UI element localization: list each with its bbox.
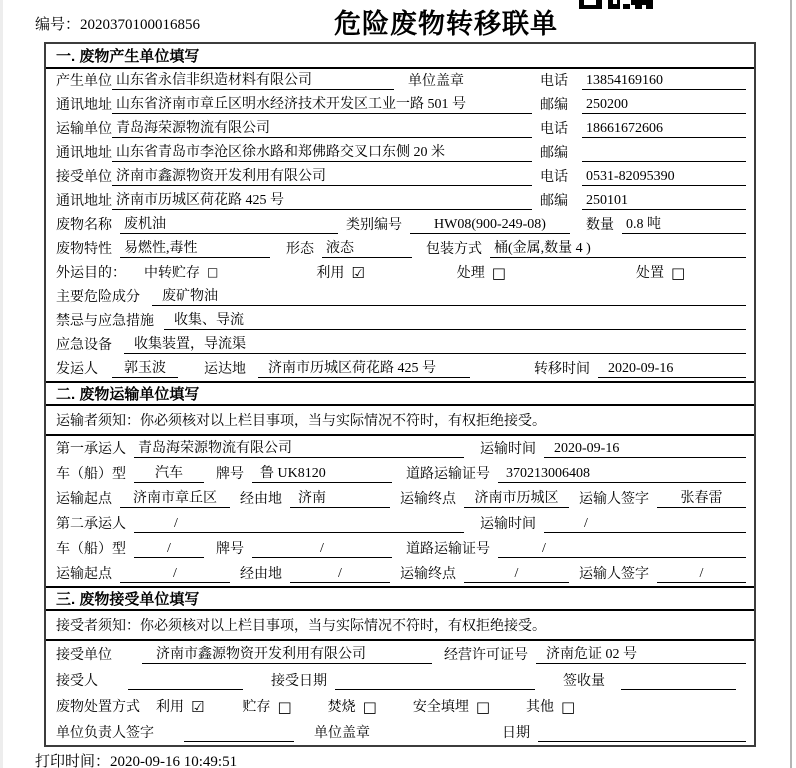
received-quantity-value xyxy=(621,673,736,690)
accepting-person-label: 接受人 xyxy=(56,674,98,689)
disposal-method-label: 废物处置方式 xyxy=(56,700,140,715)
row-emergency-measures xyxy=(46,309,754,333)
receiver-zip-field xyxy=(540,190,746,210)
waste-name-value: 废机油 xyxy=(120,213,338,234)
route-via-label: 经由地 xyxy=(240,492,282,507)
accepting-unit-value: 济南市鑫源物资开发利用有限公司 xyxy=(142,643,432,664)
zip-label: 邮编 xyxy=(540,146,568,161)
row-vehicle2 xyxy=(46,536,754,561)
producer-address-value: 山东省济南市章丘区明水经济技术开发区工业一路 501 号 xyxy=(112,93,532,114)
row-responsible-signature xyxy=(46,719,754,745)
route-end-label: 运输终点 xyxy=(400,492,456,507)
option-label: 贮存 xyxy=(242,700,271,715)
disposal-option-landfill xyxy=(413,696,490,716)
packaging-label: 包装方式 xyxy=(426,242,482,257)
waste-name-label: 废物名称 xyxy=(56,218,112,233)
transporter-notice: 运输者须知：你必须核对以上栏目事项，当与实际情况不符时，有权拒绝接受。 xyxy=(46,406,754,436)
emergency-equipment-value: 收集装置，导流渠 xyxy=(124,333,746,354)
responsible-signature-value xyxy=(184,725,294,742)
route-via2-value: / xyxy=(290,566,390,583)
transport-time-label: 运输时间 xyxy=(480,442,536,457)
row-receiver-unit xyxy=(46,165,754,189)
row-route2 xyxy=(46,561,754,586)
transporter-phone-value: 18661672606 xyxy=(582,121,746,138)
phone-label: 电话 xyxy=(540,122,568,137)
section3-header: 三. 废物接受单位填写 xyxy=(46,586,754,611)
row-accepting-person xyxy=(46,667,754,693)
route-via-label: 经由地 xyxy=(240,567,282,582)
receiver-address-value: 济南市历城区荷花路 425 号 xyxy=(112,189,532,210)
phone-label: 电话 xyxy=(540,74,568,89)
transport-time-label: 运输时间 xyxy=(480,517,536,532)
transporter-phone-field xyxy=(540,118,746,138)
option-label: 处置 xyxy=(635,266,664,281)
accept-date-value xyxy=(335,673,535,690)
checkbox-storage: □ xyxy=(207,265,219,279)
disposal-option-other xyxy=(526,696,575,716)
purpose-option-treat xyxy=(457,262,506,282)
operating-license-label: 经营许可证号 xyxy=(444,648,528,663)
row-transfer-purpose xyxy=(46,261,754,285)
option-label: 中转贮存 xyxy=(144,266,200,281)
road-permit-label: 道路运输证号 xyxy=(406,542,490,557)
row-shipper xyxy=(46,357,754,381)
receiver-unit-label: 接受单位 xyxy=(56,170,112,185)
receiver-phone-field xyxy=(540,166,746,186)
date-label: 日期 xyxy=(502,726,530,741)
category-code-value: HW08(900-249-08) xyxy=(410,217,570,234)
main-hazard-label: 主要危险成分 xyxy=(56,290,140,305)
receiver-notice: 接受者须知：你必须核对以上栏目事项，当与实际情况不符时，有权拒绝接受。 xyxy=(46,611,754,641)
print-time-line xyxy=(35,750,237,768)
main-hazard-value: 废矿物油 xyxy=(152,285,746,306)
option-label: 安全填埋 xyxy=(412,700,469,715)
row-transport-unit xyxy=(46,117,754,141)
option-label: 处理 xyxy=(456,266,485,281)
section1-header: 一. 废物产生单位填写 xyxy=(46,44,754,69)
quantity-value: 0.8 吨 xyxy=(622,213,746,234)
receiver-zip-value: 250101 xyxy=(582,193,746,210)
option-label: 利用 xyxy=(156,700,184,715)
transport-unit-label: 运输单位 xyxy=(56,122,112,137)
route-via-value: 济南 xyxy=(290,487,390,508)
transporter-address-value: 山东省青岛市李沧区徐水路和郑佛路交叉口东侧 20 米 xyxy=(112,141,532,162)
destination-value: 济南市历城区荷花路 425 号 xyxy=(258,357,470,378)
checkbox-treat: □ xyxy=(491,263,506,282)
page-left-edge xyxy=(0,0,3,768)
accept-date-label: 接受日期 xyxy=(271,674,327,689)
page-title: 危险废物转移联单 xyxy=(334,9,558,39)
receiver-unit-value: 济南市鑫源物资开发利用有限公司 xyxy=(112,165,532,186)
carrier-signature-value: 张春雷 xyxy=(657,487,746,508)
transfer-purpose-label: 外运目的： xyxy=(56,266,126,281)
disposal-option-utilize xyxy=(156,696,204,716)
route-start-label: 运输起点 xyxy=(56,567,112,582)
producer-phone-value: 13854169160 xyxy=(582,73,746,90)
accepting-unit-label: 接受单位 xyxy=(56,648,112,663)
qr-code-fragment-icon xyxy=(579,0,653,10)
checkbox-other: □ xyxy=(561,697,576,716)
shipper-label: 发运人 xyxy=(56,362,98,377)
producer-unit-value: 山东省永信非织造材料有限公司 xyxy=(112,69,394,90)
quantity-label: 数量 xyxy=(586,218,614,233)
date-value xyxy=(538,725,746,742)
physical-form-value: 液态 xyxy=(322,237,412,258)
physical-form-label: 形态 xyxy=(286,242,314,257)
transport-time-value: 2020-09-16 xyxy=(544,441,746,458)
page-right-edge xyxy=(790,0,792,768)
receiver-phone-value: 0531-82095390 xyxy=(582,169,746,186)
plate-number-label: 牌号 xyxy=(216,542,244,557)
row-transporter-address xyxy=(46,141,754,165)
checkbox-landfill: □ xyxy=(475,697,491,716)
row-waste-name xyxy=(46,213,754,237)
accepting-person-value xyxy=(128,673,243,690)
plate-number2-value: / xyxy=(252,541,392,558)
manifest-table xyxy=(44,42,756,747)
transport-time2-value: / xyxy=(544,516,746,533)
received-quantity-label: 签收量 xyxy=(563,674,605,689)
emergency-equipment-label: 应急设备 xyxy=(56,338,112,353)
unit-seal-label: 单位盖章 xyxy=(408,74,464,89)
first-carrier-label: 第一承运人 xyxy=(56,442,126,457)
row-accepting-unit xyxy=(46,641,754,667)
checkbox-dispose: □ xyxy=(670,263,686,282)
checkbox-utilize: ☑ xyxy=(351,263,365,282)
road-permit-value: 370213006408 xyxy=(498,466,746,483)
row-disposal-method xyxy=(46,693,754,719)
vehicle-type-label: 车（船）型 xyxy=(56,542,126,557)
road-permit2-value: / xyxy=(498,541,746,558)
producer-zip-field xyxy=(540,94,746,114)
option-label: 利用 xyxy=(316,266,345,281)
disposal-option-incinerate xyxy=(328,696,377,716)
option-label: 其他 xyxy=(526,700,555,715)
carrier-signature-label: 运输人签字 xyxy=(579,567,649,582)
route-start2-value: / xyxy=(120,566,230,583)
phone-label: 电话 xyxy=(540,170,568,185)
transporter-zip-field xyxy=(540,142,746,162)
transfer-time-label: 转移时间 xyxy=(534,362,590,377)
purpose-option-utilize xyxy=(316,262,364,282)
unit-seal-label: 单位盖章 xyxy=(314,726,370,741)
producer-phone-field xyxy=(540,70,746,90)
first-carrier-value: 青岛海荣源物流有限公司 xyxy=(134,437,464,458)
purpose-option-storage xyxy=(144,262,218,282)
producer-address-label: 通讯地址 xyxy=(56,98,112,113)
row-receiver-address xyxy=(46,189,754,213)
responsible-signature-label: 单位负责人签字 xyxy=(56,726,154,741)
waste-characteristics-label: 废物特性 xyxy=(56,242,112,257)
road-permit-label: 道路运输证号 xyxy=(406,467,490,482)
carrier-signature-label: 运输人签字 xyxy=(579,492,649,507)
emergency-measures-value: 收集、导流 xyxy=(164,309,746,330)
row-second-carrier xyxy=(46,511,754,536)
second-carrier-label: 第二承运人 xyxy=(56,517,126,532)
route-start-label: 运输起点 xyxy=(56,492,112,507)
row-first-carrier xyxy=(46,436,754,461)
zip-label: 邮编 xyxy=(540,98,568,113)
transporter-address-label: 通讯地址 xyxy=(56,146,112,161)
row-vehicle1 xyxy=(46,461,754,486)
receiver-address-label: 通讯地址 xyxy=(56,194,112,209)
carrier-signature2-value: / xyxy=(657,566,746,583)
row-route1 xyxy=(46,486,754,511)
serial-number-line xyxy=(35,13,200,34)
second-carrier-value: / xyxy=(134,516,464,533)
transfer-time-value: 2020-09-16 xyxy=(598,361,746,378)
vehicle-type2-value: / xyxy=(134,541,204,558)
zip-label: 邮编 xyxy=(540,194,568,209)
serial-value: 2020370100016856 xyxy=(80,17,201,33)
plate-number-value: 鲁 UK8120 xyxy=(252,462,392,483)
row-producer-unit xyxy=(46,69,754,93)
operating-license-value: 济南危证 02 号 xyxy=(536,643,746,664)
route-end-label: 运输终点 xyxy=(400,567,456,582)
producer-unit-label: 产生单位 xyxy=(56,74,112,89)
packaging-value: 桶(金属,数量 4 ) xyxy=(490,237,746,258)
vehicle-type-label: 车（船）型 xyxy=(56,467,126,482)
checkbox-utilize: ☑ xyxy=(191,697,205,716)
row-main-hazard xyxy=(46,285,754,309)
destination-label: 运达地 xyxy=(204,362,246,377)
category-code-label: 类别编号 xyxy=(346,218,402,233)
disposal-option-store xyxy=(242,696,291,716)
serial-label: 编号： xyxy=(35,17,81,33)
producer-zip-value: 250200 xyxy=(582,97,746,114)
plate-number-label: 牌号 xyxy=(216,467,244,482)
print-time-label: 打印时间： xyxy=(35,754,111,768)
row-waste-characteristics xyxy=(46,237,754,261)
transporter-zip-value xyxy=(582,145,746,162)
vehicle-type-value: 汽车 xyxy=(134,462,204,483)
emergency-measures-label: 禁忌与应急措施 xyxy=(56,314,154,329)
print-time-value: 2020-09-16 10:49:51 xyxy=(110,754,238,768)
option-label: 焚烧 xyxy=(327,700,356,715)
checkbox-incinerate: □ xyxy=(362,697,377,716)
transport-unit-value: 青岛海荣源物流有限公司 xyxy=(112,117,532,138)
route-end-value: 济南市历城区 xyxy=(464,487,569,508)
shipper-value: 郭玉波 xyxy=(112,357,178,378)
row-producer-address xyxy=(46,93,754,117)
row-emergency-equipment xyxy=(46,333,754,357)
waste-characteristics-value: 易燃性,毒性 xyxy=(120,237,270,258)
purpose-option-dispose xyxy=(636,262,685,282)
route-start-value: 济南市章丘区 xyxy=(120,487,230,508)
checkbox-store: □ xyxy=(277,697,292,716)
route-end2-value: / xyxy=(464,566,569,583)
section2-header: 二. 废物运输单位填写 xyxy=(46,381,754,406)
